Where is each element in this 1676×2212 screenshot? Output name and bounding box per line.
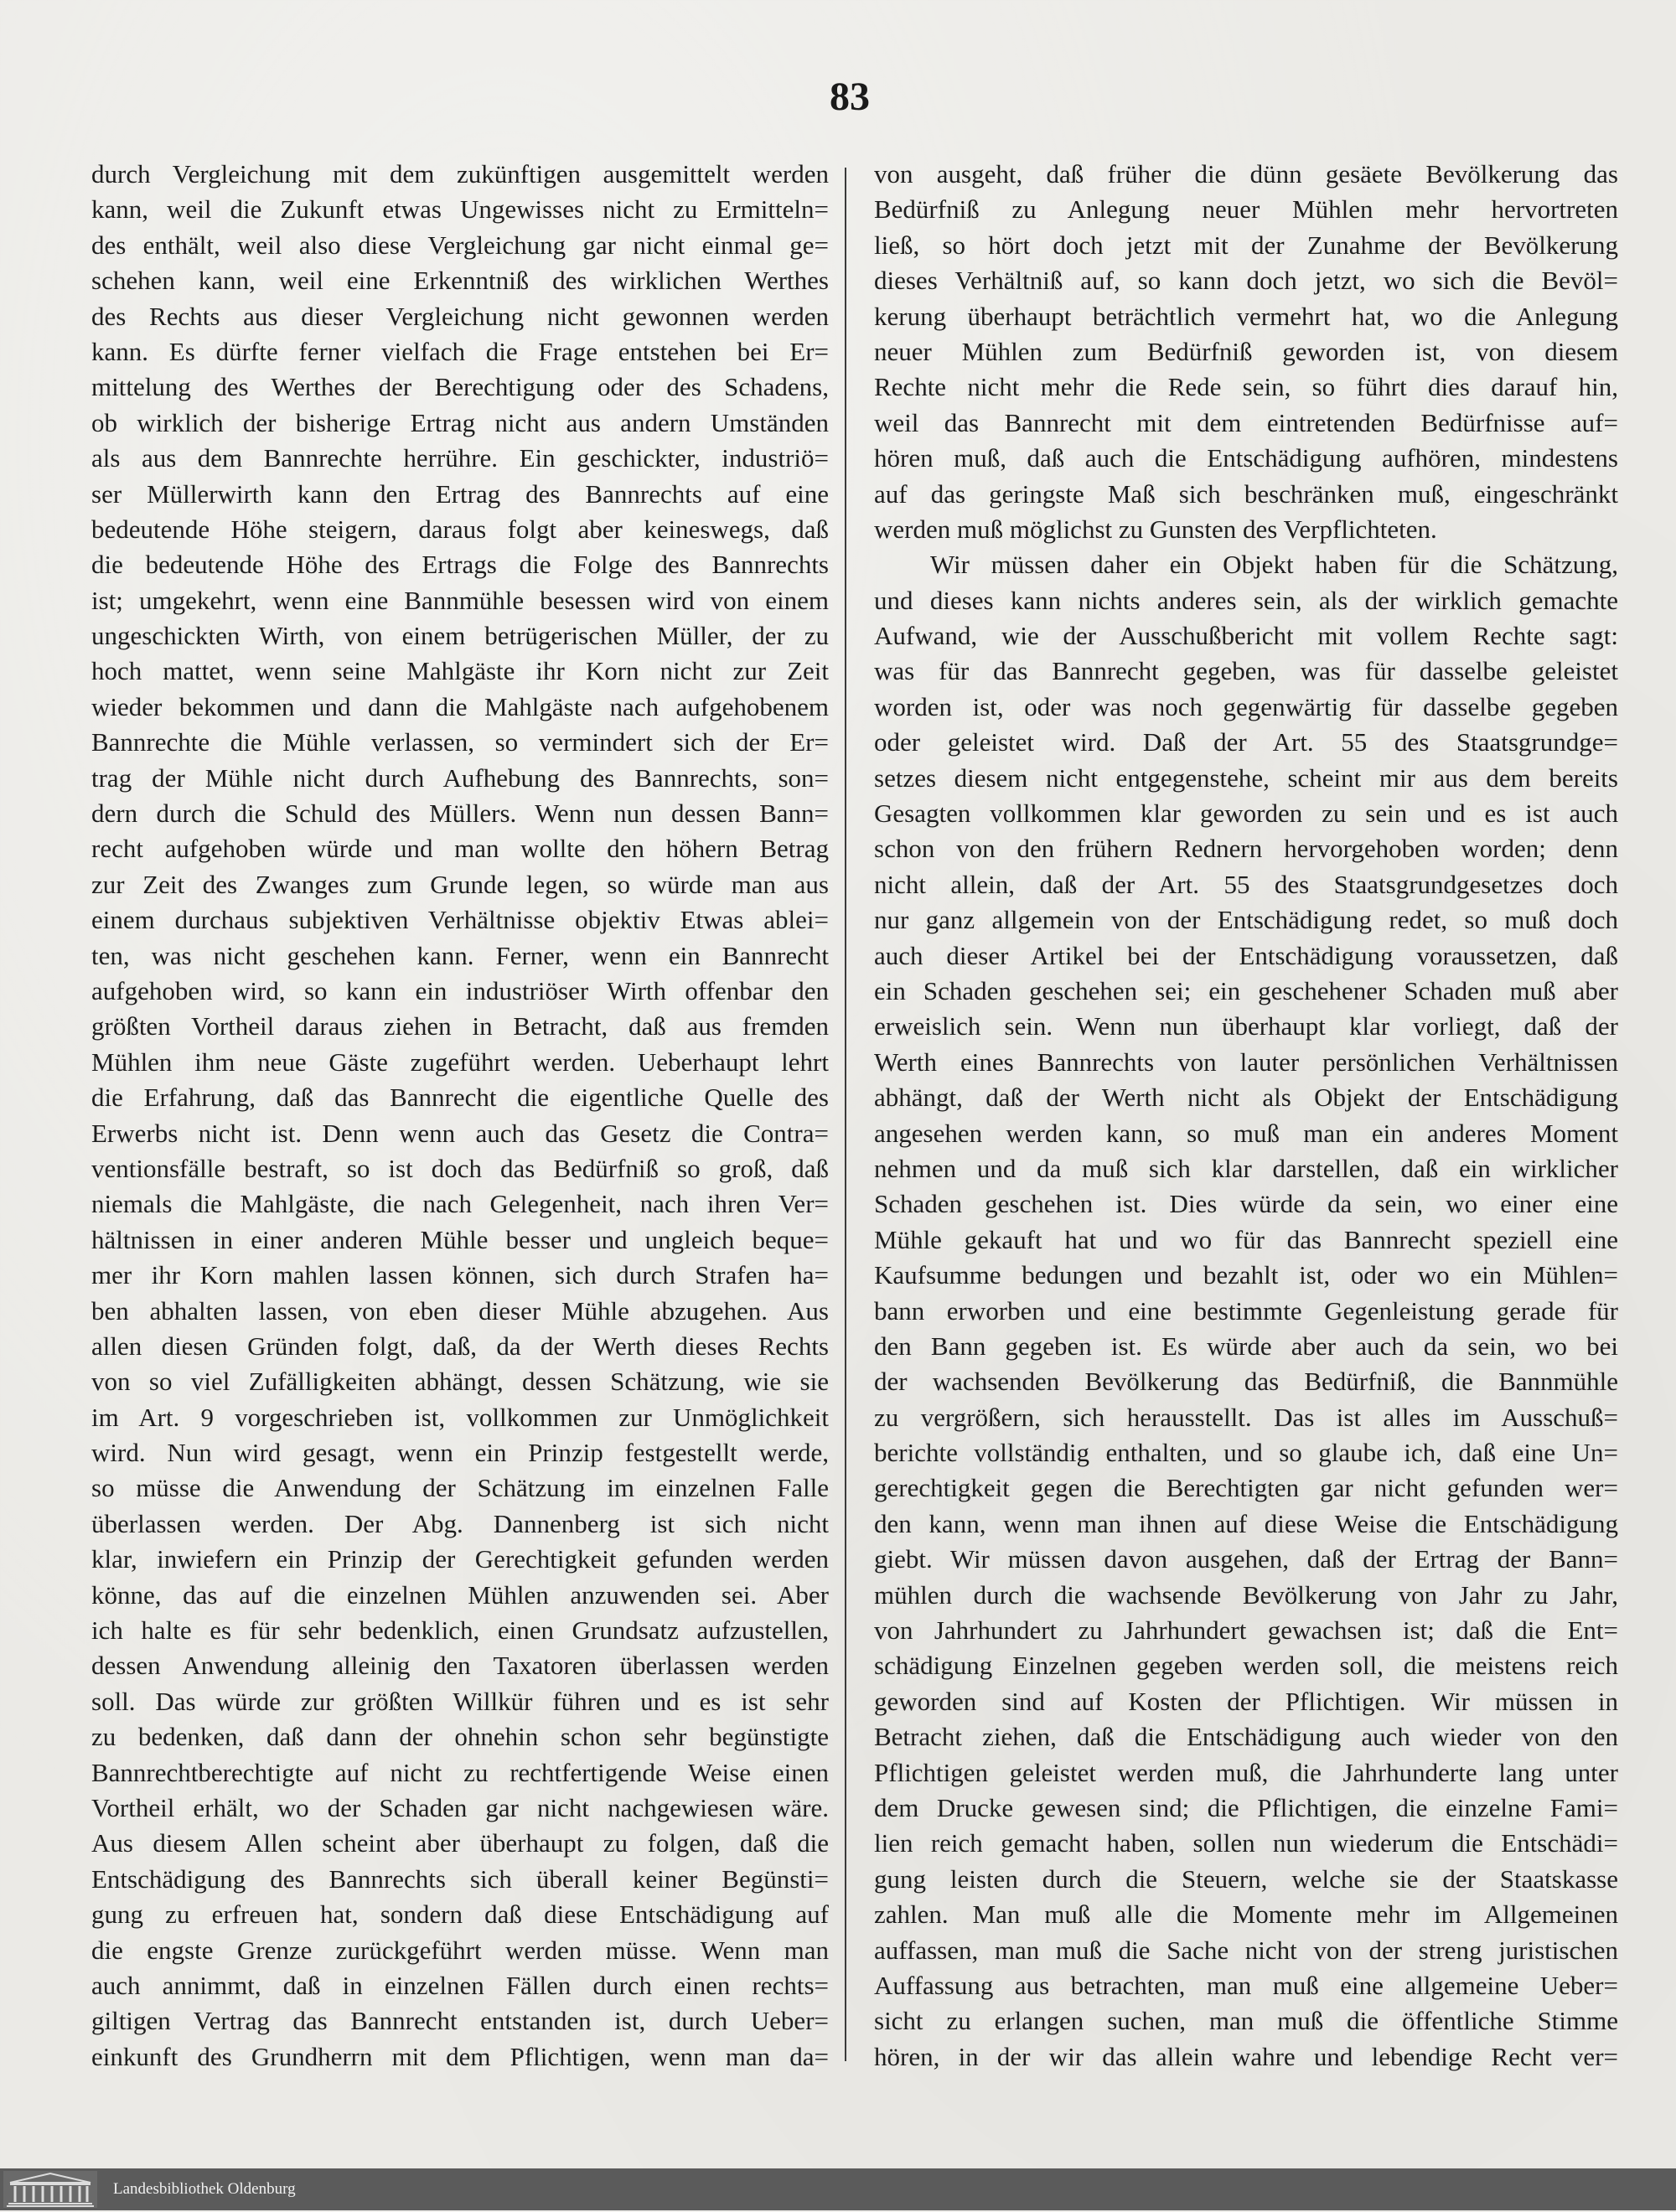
text-line: Rechte nicht mehr die Rede sein, so führt dies darauf hin, xyxy=(874,372,1618,402)
text-line: überlassen werden. Der Abg. Dannenberg ist sich nicht xyxy=(91,1508,829,1538)
text-line: wieder bekommen und dann die Mahlgäste nach aufgehobenem xyxy=(91,691,829,721)
text-line: Mühle gekauft hat und wo für das Bannrecht speziell eine xyxy=(874,1224,1618,1254)
text-line: ich halte es für sehr bedenklich, einen Grundsatz aufzustellen, xyxy=(91,1615,829,1646)
text-line: von Jahrhundert zu Jahrhundert gewachsen ist; daß die Ent= xyxy=(874,1615,1618,1646)
text-line: zahlen. Man muß alle die Momente mehr im Allgemeinen xyxy=(874,1899,1618,1930)
text-line: schädigung Einzelnen gegeben werden soll, die meistens reich xyxy=(874,1651,1618,1681)
text-line: sicht zu erlangen suchen, man muß die öffentliche Stimme xyxy=(874,2006,1618,2036)
text-line: Erwerbs nicht ist. Denn wenn auch das Gesetz die Contra= xyxy=(91,1118,829,1148)
text-line: kann. Es dürfte ferner vielfach die Frage entstehen bei Er= xyxy=(91,336,829,366)
paragraph-start-line: Wir müssen daher ein Objekt haben für die Schätzung, xyxy=(930,550,1618,580)
text-line: nicht allein, daß der Art. 55 des Staatsgrundgesetzes doch xyxy=(874,869,1618,899)
text-line: weil das Bannrecht mit dem eintretenden Bedürfnisse auf= xyxy=(874,407,1618,437)
text-line: recht aufgehoben würde und man wollte den höhern Betrag xyxy=(91,834,829,864)
paragraph-end-line: werden muß möglichst zu Gunsten des Verpflichteten. xyxy=(874,514,1437,544)
text-line: mer ihr Korn mahlen lassen können, sich durch Strafen ha= xyxy=(91,1260,829,1290)
text-line: aufgehoben wird, so kann ein industriöser Wirth offenbar den xyxy=(91,975,829,1005)
text-line: als aus dem Bannrechte herrühre. Ein geschickter, industriö= xyxy=(91,443,829,473)
text-line: gerechtigkeit gegen die Berechtigten gar nicht gefunden wer= xyxy=(874,1473,1618,1503)
text-line: dem Drucke gewesen sind; die Pflichtigen, die einzelne Fami= xyxy=(874,1792,1618,1822)
text-line: angesehen werden kann, so muß man ein anderes Moment xyxy=(874,1118,1618,1148)
text-line: von ausgeht, daß früher die dünn gesäete Bevölkerung das xyxy=(874,159,1618,189)
text-line: größten Vortheil daraus ziehen in Betracht, daß aus fremden xyxy=(91,1011,829,1041)
text-line: niemals die Mahlgäste, die nach Gelegenheit, nach ihren Ver= xyxy=(91,1189,829,1219)
text-line: soll. Das würde zur größten Willkür führen und es ist sehr xyxy=(91,1686,829,1716)
text-line: Auffassung aus betrachten, man muß eine allgemeine Ueber= xyxy=(874,1970,1618,2000)
text-line: Mühlen ihm neue Gäste zugeführt werden. Ueberhaupt lehrt xyxy=(91,1047,829,1077)
text-line: setzes diesem nicht entgegenstehe, scheint mir aus dem bereits xyxy=(874,762,1618,793)
text-line: abhängt, daß der Werth nicht als Objekt der Entschädigung xyxy=(874,1083,1618,1113)
text-line: schehen kann, weil eine Erkenntniß des wirklichen Werthes xyxy=(91,266,829,296)
text-line: den kann, wenn man ihnen auf diese Weise die Entschädigung xyxy=(874,1508,1618,1538)
text-line: der wachsenden Bevölkerung das Bedürfniß, die Bannmühle xyxy=(874,1367,1618,1397)
text-line: bann erworben und eine bestimmte Gegenleistung gerade für xyxy=(874,1295,1618,1326)
text-line: ben abhalten lassen, von eben dieser Mühle abzugehen. Aus xyxy=(91,1295,829,1326)
text-line: von so viel Zufälligkeiten abhängt, dessen Schätzung, wie sie xyxy=(91,1367,829,1397)
text-line: Werth eines Bannrechts von lauter persönlichen Verhältnissen xyxy=(874,1047,1618,1077)
text-line: dieses Verhältniß auf, so kann doch jetzt, wo sich die Bevöl= xyxy=(874,266,1618,296)
text-line: ein Schaden geschehen sei; ein geschehener Schaden muß aber xyxy=(874,975,1618,1005)
text-line: hältnissen in einer anderen Mühle besser und ungleich beque= xyxy=(91,1224,829,1254)
text-line: ser Müllerwirth kann den Ertrag des Bannrechts auf eine xyxy=(91,478,829,509)
text-line: Aus diesem Allen scheint aber überhaupt zu folgen, daß die xyxy=(91,1828,829,1858)
text-line: ten, was nicht geschehen kann. Ferner, wenn ein Bannrecht xyxy=(91,940,829,970)
text-line: trag der Mühle nicht durch Aufhebung des Bannrechts, son= xyxy=(91,762,829,793)
library-building-icon xyxy=(3,2171,97,2208)
text-line: durch Vergleichung mit dem zukünftigen ausgemittelt werden xyxy=(91,159,829,189)
text-line: nur ganz allgemein von der Entschädigung redet, so muß doch xyxy=(874,905,1618,935)
text-line: ist; umgekehrt, wenn eine Bannmühle besessen wird von einem xyxy=(91,585,829,615)
text-line: zu bedenken, daß dann der ohnehin schon sehr begünstigte xyxy=(91,1722,829,1752)
text-line: Vortheil erhält, wo der Schaden gar nicht nachgewiesen wäre. xyxy=(91,1792,829,1822)
text-line: klar, inwiefern ein Prinzip der Gerechtigkeit gefunden werden xyxy=(91,1544,829,1574)
text-line: auch dieser Artikel bei der Entschädigung voraussetzen, daß xyxy=(874,940,1618,970)
text-line: die Erfahrung, daß das Bannrecht die eigentliche Quelle des xyxy=(91,1083,829,1113)
right-column xyxy=(874,157,1618,2075)
text-line: schon von den frühern Rednern hervorgehoben worden; denn xyxy=(874,834,1618,864)
text-line: worden ist, oder was noch gegenwärtig für dasselbe gegeben xyxy=(874,691,1618,721)
text-line: ventionsfälle bestraft, so ist doch das Bedürfniß so groß, daß xyxy=(91,1153,829,1183)
text-line: kann, weil die Zukunft etwas Ungewisses nicht zu Ermitteln= xyxy=(91,194,829,225)
page-number: 83 xyxy=(830,75,870,119)
library-name: Landesbibliothek Oldenburg xyxy=(113,2180,296,2198)
text-line: auffassen, man muß die Sache nicht von der streng juristischen xyxy=(874,1935,1618,1965)
text-line: lien reich gemacht haben, sollen nun wiederum die Entschädi= xyxy=(874,1828,1618,1858)
text-line: könne, das auf die einzelnen Mühlen anzuwenden sei. Aber xyxy=(91,1579,829,1610)
text-line: hören muß, daß auch die Entschädigung aufhören, mindestens xyxy=(874,443,1618,473)
text-line: neuer Mühlen zum Bedürfniß geworden ist, von diesem xyxy=(874,336,1618,366)
text-line: ob wirklich der bisherige Ertrag nicht aus andern Umständen xyxy=(91,407,829,437)
text-line: Gesagten vollkommen klar geworden zu sein und es ist auch xyxy=(874,798,1618,829)
text-line: Bannrechtberechtigte auf nicht zu rechtfertigende Weise einen xyxy=(91,1757,829,1787)
text-line: gung leisten durch die Steuern, welche sie der Staatskasse xyxy=(874,1863,1618,1894)
text-line: nehmen und da muß sich klar darstellen, daß ein wirklicher xyxy=(874,1153,1618,1183)
text-line: den Bann gegeben ist. Es würde aber auch da sein, wo bei xyxy=(874,1331,1618,1361)
text-line: im Art. 9 vorgeschrieben ist, vollkommen zur Unmöglichkeit xyxy=(91,1402,829,1432)
text-line: ungeschickten Wirth, von einem betrügerischen Müller, der zu xyxy=(91,621,829,651)
text-line: Pflichtigen geleistet werden muß, die Jahrhunderte lang unter xyxy=(874,1757,1618,1787)
text-line: gung zu erfreuen hat, sondern daß diese Entschädigung auf xyxy=(91,1899,829,1930)
text-line: Aufwand, wie der Ausschußbericht mit vollem Rechte sagt: xyxy=(874,621,1618,651)
text-line: berichte vollständig enthalten, und so glaube ich, daß eine Un= xyxy=(874,1438,1618,1468)
text-line: Schaden geschehen ist. Dies würde da sein, wo einer eine xyxy=(874,1189,1618,1219)
text-line: erweislich sein. Wenn nun überhaupt klar vorliegt, daß der xyxy=(874,1011,1618,1041)
text-line: geworden sind auf Kosten der Pflichtigen. Wir müssen in xyxy=(874,1686,1618,1716)
text-line: so müsse die Anwendung der Schätzung im einzelnen Falle xyxy=(91,1473,829,1503)
text-line: einem durchaus subjektiven Verhältnisse objektiv Etwas ablei= xyxy=(91,905,829,935)
text-line: Kaufsumme bedungen und bezahlt ist, oder wo ein Mühlen= xyxy=(874,1260,1618,1290)
text-line: zur Zeit des Zwanges zum Grunde legen, so würde man aus xyxy=(91,869,829,899)
text-line: die engste Grenze zurückgeführt werden müsse. Wenn man xyxy=(91,1935,829,1965)
text-line: dern durch die Schuld des Müllers. Wenn nun dessen Bann= xyxy=(91,798,829,829)
text-line: und dieses kann nichts anderes sein, als der wirklich gemachte xyxy=(874,585,1618,615)
text-line: bedeutende Höhe steigern, daraus folgt aber keineswegs, daß xyxy=(91,514,829,544)
text-line: des enthält, weil also diese Vergleichung gar nicht einmal ge= xyxy=(91,230,829,260)
text-line: Bannrechte die Mühle verlassen, so vermindert sich der Er= xyxy=(91,727,829,757)
text-line: mittelung des Werthes der Berechtigung oder des Schadens, xyxy=(91,372,829,402)
text-line: was für das Bannrecht gegeben, was für dasselbe geleistet xyxy=(874,656,1618,686)
text-line: hören, in der wir das allein wahre und lebendige Recht ver= xyxy=(874,2041,1618,2071)
text-line: kerung überhaupt beträchtlich vermehrt hat, wo die Anlegung xyxy=(874,301,1618,331)
text-line: giebt. Wir müssen davon ausgehen, daß der Ertrag der Bann= xyxy=(874,1544,1618,1574)
text-line: wird. Nun wird gesagt, wenn ein Prinzip festgestellt werde, xyxy=(91,1438,829,1468)
text-line: ließ, so hört doch jetzt mit der Zunahme der Bevölkerung xyxy=(874,230,1618,260)
text-line: einkunft des Grundherrn mit dem Pflichtigen, wenn man da= xyxy=(91,2041,829,2071)
text-line: dessen Anwendung alleinig den Taxatoren überlassen werden xyxy=(91,1651,829,1681)
text-line: Entschädigung des Bannrechts sich überall keiner Begünsti= xyxy=(91,1863,829,1894)
text-line: mühlen durch die wachsende Bevölkerung von Jahr zu Jahr, xyxy=(874,1579,1618,1610)
text-line: auf das geringste Maß sich beschränken muß, eingeschränkt xyxy=(874,478,1618,509)
footer-band xyxy=(0,2168,1676,2210)
text-line: giltigen Vertrag das Bannrecht entstanden ist, durch Ueber= xyxy=(91,2006,829,2036)
text-line: hoch mattet, wenn seine Mahlgäste ihr Korn nicht zur Zeit xyxy=(91,656,829,686)
text-line: zu vergrößern, sich herausstellt. Das ist alles im Ausschuß= xyxy=(874,1402,1618,1432)
text-line: die bedeutende Höhe des Ertrags die Folge des Bannrechts xyxy=(91,550,829,580)
text-line: allen diesen Gründen folgt, daß, da der Werth dieses Rechts xyxy=(91,1331,829,1361)
left-column xyxy=(91,157,829,2075)
column-divider xyxy=(845,168,846,2061)
text-line: oder geleistet wird. Daß der Art. 55 des Staatsgrundge= xyxy=(874,727,1618,757)
text-line: Betracht ziehen, daß die Entschädigung auch wieder von den xyxy=(874,1722,1618,1752)
text-line: auch annimmt, daß in einzelnen Fällen durch einen rechts= xyxy=(91,1970,829,2000)
text-line: Bedürfniß zu Anlegung neuer Mühlen mehr hervortreten xyxy=(874,194,1618,225)
text-line: des Rechts aus dieser Vergleichung nicht gewonnen werden xyxy=(91,301,829,331)
